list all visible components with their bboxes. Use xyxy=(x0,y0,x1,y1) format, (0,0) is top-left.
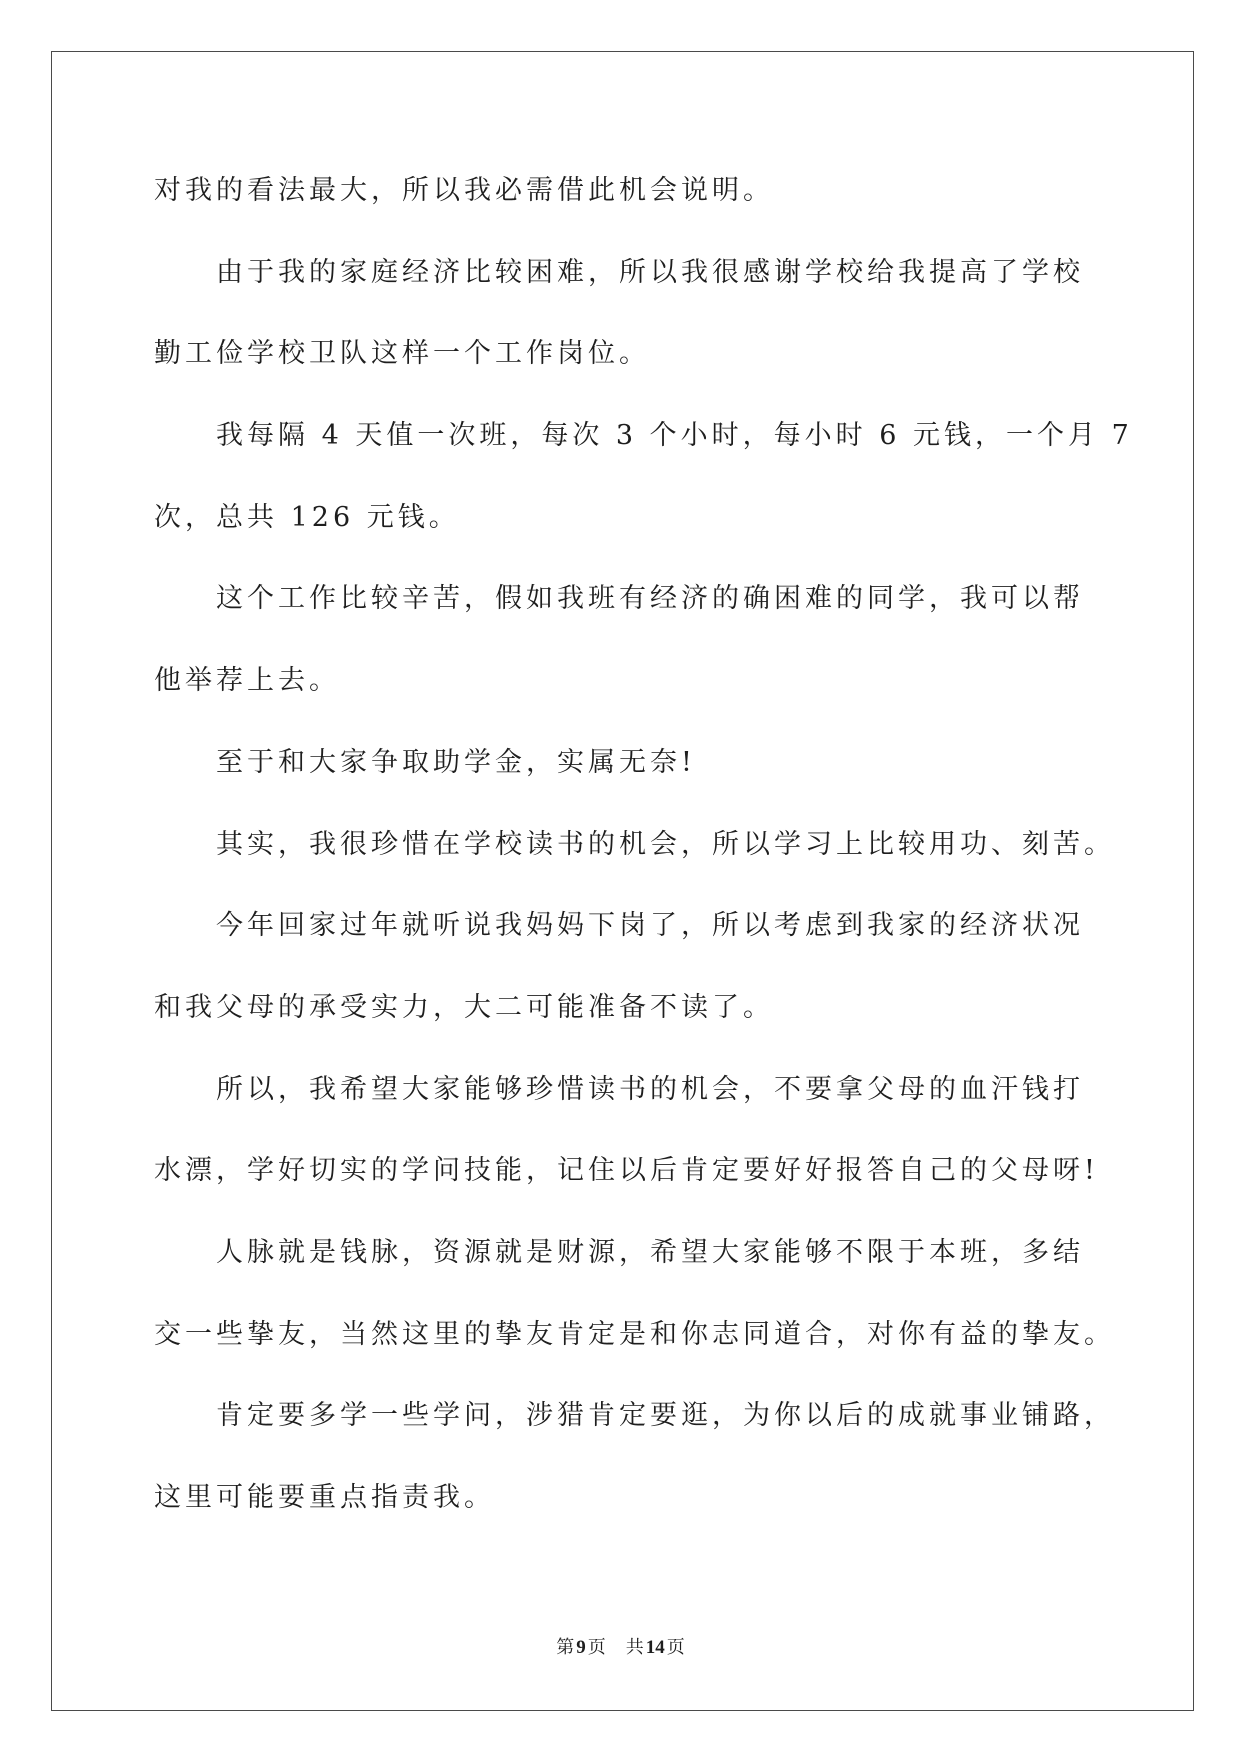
page-number: 9 xyxy=(576,1637,586,1658)
paragraph-first-line: 其实，我很珍惜在学校读书的机会，所以学习上比较用功、刻苦。 xyxy=(216,828,1115,860)
text-line: 这里可能要重点指责我。 xyxy=(154,1482,495,1513)
text-line: 次，总共 126 元钱。 xyxy=(154,501,460,533)
paragraph-first-line: 今年回家过年就听说我妈妈下岗了，所以考虑到我家的经济状况 xyxy=(216,910,1084,942)
paragraph-first-line: 肯定要多学一些学问，涉猎肯定要逛，为你以后的成就事业铺路， xyxy=(216,1400,1115,1432)
text-line: 他举荐上去。 xyxy=(154,665,340,697)
paragraph-first-line: 至于和大家争取助学金，实属无奈! xyxy=(216,746,696,778)
page-prefix: 第 xyxy=(556,1637,575,1658)
text-line: 水漂，学好切实的学问技能，记住以后肯定要好好报答自己的父母呀! xyxy=(154,1155,1099,1187)
text-line: 和我父母的承受实力，大二可能准备不读了。 xyxy=(154,991,774,1023)
paragraph-first-line: 由于我的家庭经济比较困难，所以我很感谢学校给我提高了学校 xyxy=(216,256,1084,288)
total-prefix: 共 xyxy=(625,1637,644,1658)
paragraph-first-line: 我每隔 4 天值一次班，每次 3 个小时，每小时 6 元钱，一个月 7 xyxy=(216,420,1133,452)
document-body xyxy=(154,150,1134,1539)
page-suffix: 页 xyxy=(587,1637,606,1658)
page-footer xyxy=(0,1634,1241,1662)
text-line: 勤工俭学校卫队这样一个工作岗位。 xyxy=(154,338,650,370)
paragraph-first-line: 人脉就是钱脉，资源就是财源，希望大家能够不限于本班，多结 xyxy=(216,1236,1084,1268)
total-suffix: 页 xyxy=(666,1637,685,1658)
total-pages: 14 xyxy=(645,1637,665,1658)
paragraph-first-line: 所以，我希望大家能够珍惜读书的机会，不要拿父母的血汗钱打 xyxy=(216,1073,1084,1105)
paragraph-first-line: 这个工作比较辛苦，假如我班有经济的确困难的同学，我可以帮 xyxy=(216,583,1084,615)
text-line: 交一些挚友，当然这里的挚友肯定是和你志同道合，对你有益的挚友。 xyxy=(154,1318,1115,1350)
text-line: 对我的看法最大，所以我必需借此机会说明。 xyxy=(154,175,774,206)
